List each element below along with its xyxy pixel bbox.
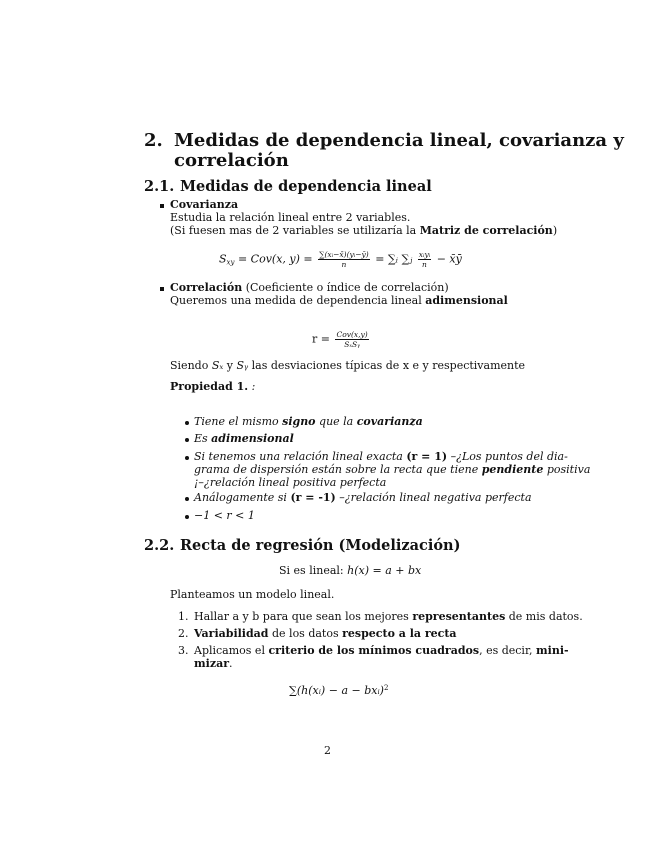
correlation-formula <box>312 330 371 349</box>
text: Hallar a y b para que sean los mejores <box>194 610 413 623</box>
propiedad-term: Propiedad 1. <box>170 380 249 393</box>
fraction <box>418 250 431 269</box>
propiedad-label <box>170 380 255 394</box>
subsection-title: Recta de regresión (Modelización) <box>180 537 461 554</box>
list-number: 1. <box>178 610 189 623</box>
list-number: 2. <box>178 627 189 640</box>
signo-term: signo <box>282 415 316 428</box>
si-lineal-line <box>279 564 421 578</box>
section-title-line1: Medidas de dependencia lineal, covarianza y <box>174 130 624 151</box>
fraction-denominator: SₓSᵧ <box>344 340 360 349</box>
text: Siendo <box>170 359 212 372</box>
subsection-number: 2.1. <box>144 178 175 195</box>
covarianza-heading: Covarianza <box>170 198 239 211</box>
covariance-formula <box>219 250 462 269</box>
text: Si es lineal: <box>279 564 348 577</box>
section-title-line2: correlación <box>174 150 289 171</box>
linear-formula: h(x) = a + bx <box>347 564 422 577</box>
text: positiva <box>543 463 591 476</box>
formula-part: = Cov(x, y) = <box>234 252 317 266</box>
covarianza-line1: Estudia la relación lineal entre 2 variables. <box>170 211 411 224</box>
representantes-term: representantes <box>412 610 506 623</box>
text: , es decir, <box>479 644 536 657</box>
correlacion-heading <box>170 281 449 295</box>
sy-symbol: Sᵧ <box>236 359 249 372</box>
minimizar-term: mini- <box>536 644 569 657</box>
bullet-square <box>160 204 164 208</box>
property-3-line3: ¡–¿relación lineal positiva perfecta <box>194 476 387 489</box>
covarianza-line2 <box>170 224 557 238</box>
formula-exponent: 2 <box>383 684 389 692</box>
bullet-dot <box>185 438 189 442</box>
text: Tiene el mismo <box>194 415 283 428</box>
fraction-denominator: n <box>341 260 347 269</box>
text: grama de dispersión están sobre la recta que tiene <box>194 463 482 476</box>
text: ) <box>552 224 558 237</box>
text: Aplicamos el <box>194 644 269 657</box>
text: las desviaciones típicas de x e y respectivamente <box>248 359 526 372</box>
property-4 <box>194 491 532 505</box>
pendiente-term: pendiente <box>481 463 544 476</box>
bullet-square <box>160 287 164 291</box>
formula-sub: xy <box>226 258 235 267</box>
r-equals-1: (r = 1) <box>406 450 448 463</box>
text: que la <box>315 415 357 428</box>
sx-symbol: Sₓ <box>211 359 224 372</box>
r-equals-minus-1: (r = -1) <box>290 491 336 504</box>
formula-part: = ∑ᵢ ∑ⱼ <box>371 252 416 266</box>
text: –¿relación lineal negativa perfecta <box>335 491 532 504</box>
section-number: 2. <box>144 130 163 151</box>
matriz-correlacion-term: Matriz de correlación <box>419 224 553 237</box>
fraction <box>318 250 370 269</box>
text: . <box>229 657 233 670</box>
bullet-dot <box>185 515 189 519</box>
planteamos-line: Planteamos un modelo lineal. <box>170 588 335 601</box>
subsection-title: Medidas de dependencia lineal <box>180 178 432 195</box>
bullet-dot <box>185 421 189 425</box>
respecto-recta-term: respecto a la recta <box>342 627 457 640</box>
adimensional-term: adimensional <box>425 294 508 307</box>
covarianza-term: covarianza <box>356 415 423 428</box>
formula-part: r = <box>312 332 334 346</box>
text: de los datos <box>268 627 343 640</box>
property-3-line1 <box>194 450 568 464</box>
property-2 <box>194 432 294 446</box>
fraction-numerator: xᵢyᵢ <box>418 250 431 259</box>
text: (Si fuesen mas de 2 variables se utilizaría la <box>170 224 420 237</box>
list-item-3-line2 <box>194 657 233 671</box>
formula-part: ∑(h(xᵢ) − a − bxᵢ) <box>289 684 384 697</box>
formula-part: − x̄ȳ <box>433 252 462 266</box>
bullet-dot <box>185 497 189 501</box>
text: de mis datos. <box>505 610 583 623</box>
text: Análogamente si <box>194 491 291 504</box>
adimensional-term: adimensional <box>211 432 294 445</box>
text: Si tenemos una relación lineal exacta <box>194 450 407 463</box>
siendo-line <box>170 359 525 373</box>
text: Queremos una medida de dependencia lineal <box>170 294 426 307</box>
list-item-1 <box>194 610 583 624</box>
list-item-2 <box>194 627 457 641</box>
list-item-3-line1 <box>194 644 569 658</box>
minimos-cuadrados-term: criterio de los mínimos cuadrados <box>268 644 480 657</box>
list-number: 3. <box>178 644 189 657</box>
fraction-numerator: ∑(xᵢ−x̄)(yᵢ−ȳ) <box>319 250 369 259</box>
fraction-numerator: Cov(x,y) <box>336 330 368 339</box>
correlacion-line1 <box>170 294 508 308</box>
bullet-dot <box>185 456 189 460</box>
correlacion-term: Correlación <box>170 281 243 294</box>
page-number: 2 <box>324 744 331 757</box>
text: : <box>248 380 256 393</box>
minimizar-term: mizar <box>194 657 229 670</box>
formula-part: S <box>219 252 227 266</box>
text: –¿Los puntos del dia- <box>447 450 568 463</box>
least-squares-formula <box>289 684 388 697</box>
property-3-line2 <box>194 463 590 477</box>
fraction-denominator: n <box>422 260 427 269</box>
subsection-number: 2.2. <box>144 537 175 554</box>
fraction <box>335 330 368 349</box>
text: y <box>223 359 237 372</box>
property-5: −1 < r < 1 <box>194 509 255 522</box>
text: Es <box>194 432 212 445</box>
property-1 <box>194 415 423 429</box>
text: (Coeficiente o índice de correlación) <box>242 281 449 294</box>
variabilidad-term: Variabilidad <box>194 627 269 640</box>
